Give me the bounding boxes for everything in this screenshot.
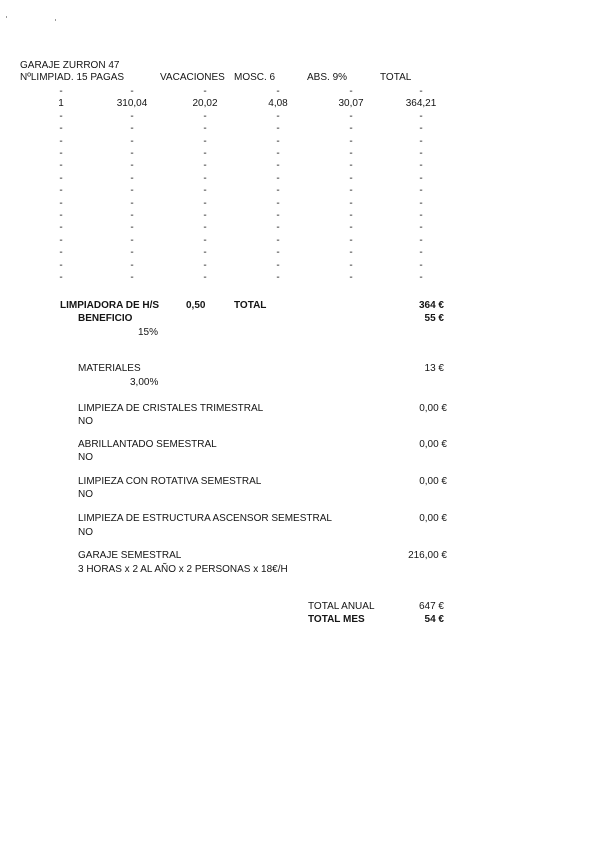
cell-limpiadoras: -: [59, 160, 63, 172]
total-annual-value: 647 €: [418, 601, 444, 612]
cell-mosc: -: [276, 160, 280, 172]
cell-total: -: [419, 110, 423, 122]
item-value: 0,00 €: [419, 513, 447, 524]
cell-limpiadoras: -: [59, 222, 63, 234]
table-row: [0, 272, 595, 284]
cell-pagas: -: [130, 197, 134, 209]
table-row: [0, 86, 595, 98]
cell-pagas: -: [130, 160, 134, 172]
cell-pagas: 310,04: [116, 98, 148, 110]
cell-mosc: -: [276, 123, 280, 135]
cell-mosc: -: [276, 197, 280, 209]
item-detail: NO: [78, 527, 93, 538]
cell-vacaciones: -: [203, 160, 207, 172]
cell-limpiadoras: -: [59, 272, 63, 283]
cell-pagas: -: [130, 222, 134, 234]
header-vacaciones: VACACIONES: [160, 72, 225, 83]
cell-vacaciones: -: [203, 197, 207, 209]
item-label: LIMPIEZA DE CRISTALES TRIMESTRAL: [78, 403, 264, 414]
cell-mosc: -: [276, 210, 280, 221]
cell-pagas: -: [130, 185, 134, 197]
cell-abs: -: [349, 135, 353, 147]
table-row: [0, 185, 595, 197]
cell-vacaciones: -: [203, 259, 207, 271]
cell-vacaciones: -: [203, 123, 207, 135]
cell-vacaciones: -: [203, 135, 207, 147]
cell-pagas: -: [130, 135, 134, 147]
item-label: MATERIALES: [78, 363, 141, 374]
cell-limpiadoras: -: [59, 210, 63, 221]
cell-pagas: -: [130, 272, 134, 283]
total-month-label: TOTAL MES: [308, 614, 365, 625]
cell-limpiadoras: -: [59, 197, 63, 209]
cell-abs: -: [349, 172, 353, 184]
cell-mosc: 4,08: [268, 98, 288, 110]
cell-mosc: -: [276, 110, 280, 122]
cell-limpiadoras: -: [59, 259, 63, 271]
item-label: GARAJE SEMESTRAL: [78, 550, 182, 561]
table-row: [0, 260, 595, 272]
item-value: 216,00 €: [408, 550, 447, 561]
cell-abs: -: [349, 259, 353, 271]
cell-mosc: -: [276, 185, 280, 197]
cell-vacaciones: -: [203, 234, 207, 246]
item-detail: NO: [78, 489, 93, 500]
cell-vacaciones: -: [203, 86, 207, 97]
table-row: [0, 173, 595, 185]
cell-pagas: -: [130, 259, 134, 271]
cell-total: -: [419, 185, 423, 197]
table-row: [0, 198, 595, 210]
cell-pagas: -: [130, 247, 134, 259]
cell-total: -: [419, 210, 423, 221]
cell-total: -: [419, 135, 423, 147]
cell-total: -: [419, 172, 423, 184]
total-annual-label: TOTAL ANUAL: [308, 601, 375, 612]
cell-total: -: [419, 222, 423, 234]
cell-abs: -: [349, 123, 353, 135]
item-detail: 3,00%: [130, 377, 159, 388]
cell-vacaciones: -: [203, 272, 207, 283]
cell-vacaciones: -: [203, 185, 207, 197]
beneficio-percent: 15%: [138, 327, 159, 338]
cell-pagas: -: [130, 172, 134, 184]
summary-total-value: 364 €: [418, 300, 444, 311]
item-label: LIMPIEZA CON ROTATIVA SEMESTRAL: [78, 476, 262, 487]
cell-pagas: -: [130, 123, 134, 135]
cell-limpiadoras: -: [59, 148, 63, 159]
cell-abs: -: [349, 234, 353, 246]
table-row: [0, 222, 595, 234]
cell-abs: 30,07: [338, 98, 364, 110]
table-row: [0, 148, 595, 160]
table-row: [0, 136, 595, 148]
cell-vacaciones: -: [203, 172, 207, 184]
header-abs: ABS. 9%: [307, 72, 348, 83]
cell-mosc: -: [276, 247, 280, 259]
limpiadora-label: LIMPIADORA DE H/S: [60, 300, 160, 311]
cell-limpiadoras: -: [59, 123, 63, 135]
item-value: 0,00 €: [419, 403, 447, 414]
cell-pagas: -: [130, 148, 134, 159]
item-label: LIMPIEZA DE ESTRUCTURA ASCENSOR SEMESTRAL: [78, 513, 332, 524]
table-row: [0, 160, 595, 172]
cost-table: [0, 0, 595, 300]
cell-pagas: -: [130, 86, 134, 97]
item-value: 0,00 €: [419, 476, 447, 487]
cell-total: 364,21: [405, 98, 437, 110]
cell-vacaciones: 20,02: [192, 98, 218, 110]
cell-total: -: [419, 247, 423, 259]
cell-limpiadoras: 1: [58, 98, 64, 110]
limpiadora-hours: 0,50: [186, 300, 206, 311]
cell-limpiadoras: -: [59, 86, 63, 97]
cell-total: -: [419, 259, 423, 271]
cell-mosc: -: [276, 148, 280, 159]
cell-limpiadoras: -: [59, 234, 63, 246]
cell-vacaciones: -: [203, 110, 207, 122]
cell-limpiadoras: -: [59, 247, 63, 259]
cell-total: -: [419, 272, 423, 283]
item-value: 13 €: [424, 363, 444, 374]
cell-total: -: [419, 86, 423, 97]
header-total: TOTAL: [380, 72, 412, 83]
cell-abs: -: [349, 210, 353, 221]
cell-total: -: [419, 148, 423, 159]
cell-abs: -: [349, 185, 353, 197]
cell-vacaciones: -: [203, 247, 207, 259]
cell-mosc: -: [276, 272, 280, 283]
cell-abs: -: [349, 110, 353, 122]
cell-abs: -: [349, 160, 353, 172]
cell-vacaciones: -: [203, 148, 207, 159]
header-limpiad-pagas: NºLIMPIAD. 15 PAGAS: [20, 72, 125, 83]
cell-total: -: [419, 234, 423, 246]
cell-abs: -: [349, 86, 353, 97]
header-mosc: MOSC. 6: [234, 72, 276, 83]
beneficio-label: BENEFICIO: [78, 313, 133, 324]
cell-total: -: [419, 197, 423, 209]
cell-mosc: -: [276, 135, 280, 147]
cell-abs: -: [349, 272, 353, 283]
cell-pagas: -: [130, 110, 134, 122]
cell-abs: -: [349, 222, 353, 234]
document-title: GARAJE ZURRON 47: [20, 60, 120, 71]
cell-abs: -: [349, 197, 353, 209]
cell-vacaciones: -: [203, 222, 207, 234]
table-row: [0, 111, 595, 123]
table-row: [0, 98, 595, 110]
cell-pagas: -: [130, 234, 134, 246]
table-row: [0, 235, 595, 247]
cell-limpiadoras: -: [59, 110, 63, 122]
summary-total-label: TOTAL: [234, 300, 267, 311]
item-label: ABRILLANTADO SEMESTRAL: [78, 439, 217, 450]
table-row: [0, 210, 595, 222]
cell-limpiadoras: -: [59, 185, 63, 197]
item-detail: NO: [78, 416, 93, 427]
beneficio-value: 55 €: [424, 313, 444, 324]
cell-limpiadoras: -: [59, 172, 63, 184]
cell-vacaciones: -: [203, 210, 207, 221]
cell-limpiadoras: -: [59, 135, 63, 147]
item-detail: 3 HORAS x 2 AL AÑO x 2 PERSONAS x 18€/H: [78, 564, 288, 575]
table-row: [0, 123, 595, 135]
item-detail: NO: [78, 452, 93, 463]
cell-abs: -: [349, 247, 353, 259]
cell-total: -: [419, 160, 423, 172]
cell-abs: -: [349, 148, 353, 159]
cell-mosc: -: [276, 222, 280, 234]
cell-pagas: -: [130, 210, 134, 221]
cell-total: -: [419, 123, 423, 135]
total-month-value: 54 €: [424, 614, 444, 625]
cell-mosc: -: [276, 259, 280, 271]
cell-mosc: -: [276, 234, 280, 246]
cell-mosc: -: [276, 172, 280, 184]
table-row: [0, 247, 595, 259]
cell-mosc: -: [276, 86, 280, 97]
item-value: 0,00 €: [419, 439, 447, 450]
